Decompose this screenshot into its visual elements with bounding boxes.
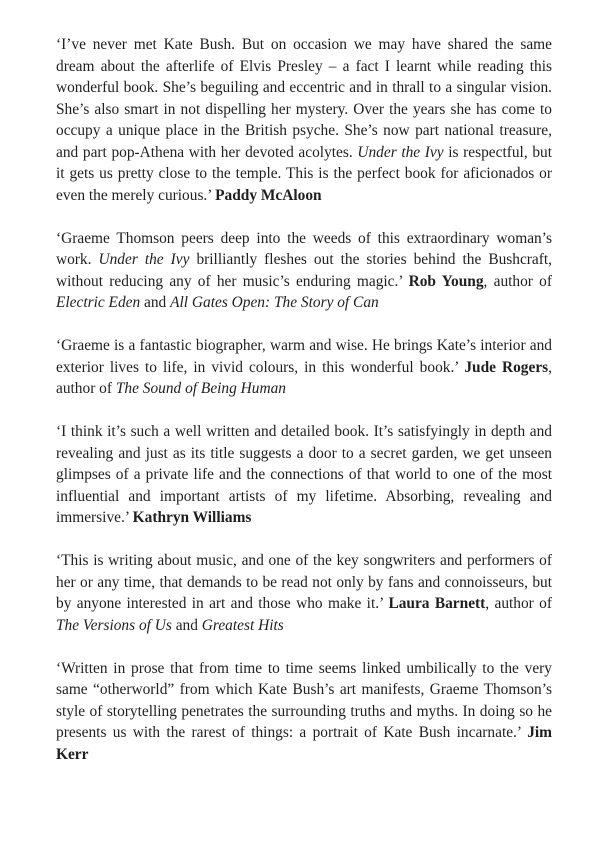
quote-text: ‘Written in prose that from time to time seems linked umbilically to the very same “otherworld” from which Kate Bush’s art manifests, Graeme Thomson’s style of storytelling penetrates the surrounding truths and myths. In doing so he presents us with the rarest of things: a portrait of Kate Bush incarnate.’	[56, 659, 552, 741]
author-credit: , author of	[483, 272, 552, 290]
conjunction: and	[171, 616, 202, 634]
endorser-book-title: The Sound of Being Human	[115, 380, 286, 397]
blurb-paddy-mcaloon	[56, 34, 552, 206]
blurb-rob-young	[56, 228, 552, 314]
conjunction: and	[140, 294, 171, 311]
blurb-laura-barnett	[56, 550, 552, 636]
quote-text: ‘I’ve never met Kate Bush. But on occasion we may have shared the same dream about the afterlife of Elvis Presley – a fact I learnt while reading this wonderful book. She’s beguiling and eccentric and in thrall to a singular vision. She’s also smart in not dispelling her mystery. Over the years she has come to occupy a unique place in the British psyche. She’s now part national treasure, and part pop-Athena with her devoted acolytes.	[56, 36, 552, 161]
quote-text: ‘This is writing about music, and one of the key songwriters and performers of her or any time, that demands to be read not only by fans and connoisseurs, but by anyone interested in art and those who make it.’	[56, 552, 552, 612]
blurb-jude-rogers	[56, 335, 552, 400]
quote-text: ‘I think it’s such a well written and detailed book. It’s satisfyingly in depth and revealing and just as its title suggests a door to a secret garden, we get unseen glimpses of a private life and the connections of that world to one of the most influential and important artists of my lifetime. Absorbing, revealing and immersive.’	[56, 423, 552, 526]
endorser-name: Paddy McAloon	[215, 186, 322, 204]
quote-text: brilliantly fleshes out the stories behind the Bushcraft, without reducing any of her music’s enduring magic.’	[56, 251, 553, 290]
endorser-name: Rob Young	[408, 272, 484, 290]
blurb-jim-kerr	[56, 658, 552, 766]
praise-page	[56, 34, 552, 787]
quote-text: is respectful, but it gets us pretty close to the temple. This is the perfect book for aficionados or even the merely curious.’	[56, 143, 552, 204]
blurb-kathryn-williams	[56, 421, 552, 529]
endorser-name: Kathryn Williams	[132, 509, 252, 526]
book-title: Under the Ivy	[98, 251, 190, 268]
endorser-book-title: The Versions of Us	[56, 616, 172, 634]
endorser-name: Jude Rogers	[464, 358, 549, 376]
book-title: Under the Ivy	[357, 143, 444, 161]
quote-text: ‘Graeme Thomson peers deep into the weeds of this extraordinary woman’s work.	[56, 229, 552, 268]
endorser-name: Laura Barnett	[388, 595, 486, 612]
author-credit: , author of	[56, 358, 552, 397]
author-credit: , author of	[485, 595, 552, 612]
endorser-book-title: Electric Eden	[56, 294, 141, 311]
endorser-book-title: All Gates Open: The Story of Can	[170, 294, 379, 311]
endorser-name: Jim Kerr	[56, 724, 552, 763]
endorser-book-title: Greatest Hits	[201, 616, 284, 634]
quote-text: ‘Graeme is a fantastic biographer, warm and wise. He brings Kate’s interior and exterior lives to life, in vivid colours, in this wonderful book.’	[56, 337, 552, 376]
